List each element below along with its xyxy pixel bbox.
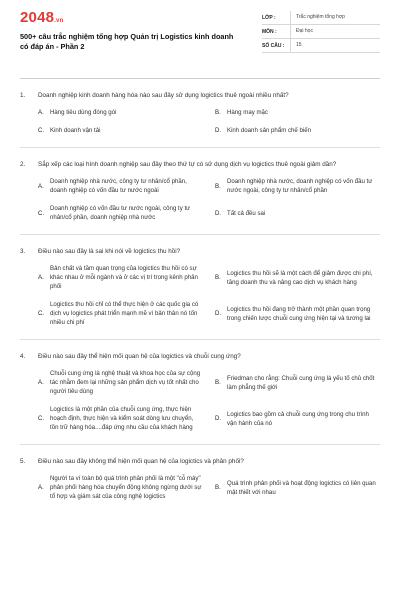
- question-item: [20, 91, 380, 148]
- meta-value: Trắc nghiệm tổng hợp: [290, 11, 380, 24]
- option-a[interactable]: [38, 264, 203, 291]
- option-letter: B.: [215, 484, 221, 491]
- option-text: Logictics bao gồm cả chuỗi cung ứng trong chu trình vận hành của nó: [227, 410, 369, 427]
- option-letter: D.: [215, 127, 222, 134]
- option-text: Doanh nghiệp nhà nước, doanh nghiệp có vốn đầu tư nước ngoài, công ty tư nhân/cổ phần: [227, 178, 373, 194]
- question-text: Sắp xếp các loại hình doanh nghiệp sau đây theo thứ tự có sử dụng dịch vụ logictics thuê ngoài giảm dần?: [38, 161, 337, 168]
- options-grid: [20, 474, 380, 501]
- option-text: Người ta ví toàn bộ quá trình phân phối là một "cỗ máy" phân phối hàng hóa chuyển động không ngừng dưới sự tổ hợp và giám sát của công nghệ logictics: [50, 475, 202, 500]
- document-header: [20, 10, 380, 68]
- option-text: Logictics là một phần của chuỗi cung ứng, thực hiện hoạch định, thực hiện và kiểm soát dòng lưu chuyển, tồn trữ hàng hóa....đáp ứng nhu cầu của khách hàng: [50, 406, 194, 431]
- options-grid: [20, 177, 380, 222]
- option-b[interactable]: [215, 264, 380, 291]
- header-divider: [20, 78, 380, 79]
- option-text: Friedman cho rằng: Chuỗi cung ứng là yếu tố chủ chốt làm phẳng thế giới: [227, 374, 375, 391]
- option-text: Kinh doanh vận tải: [50, 127, 101, 134]
- question-number: 1.: [20, 92, 26, 99]
- question-divider: [20, 339, 380, 340]
- option-letter: D.: [215, 415, 222, 422]
- option-letter: D.: [215, 209, 222, 217]
- meta-value: 15: [290, 39, 380, 52]
- question-number: 2.: [20, 161, 26, 168]
- option-letter: B.: [215, 379, 221, 386]
- question-divider: [20, 444, 380, 445]
- meta-table: [262, 11, 380, 53]
- option-c[interactable]: [38, 126, 203, 135]
- option-letter: B.: [215, 109, 221, 116]
- option-text: Chuỗi cung ứng là nghệ thuật và khoa học của sự cộng tác nhằm đem lại những sản phẩm dịch vụ tốt nhất cho người tiêu dùng: [50, 370, 201, 395]
- question-number: 5.: [20, 458, 26, 465]
- site-logo[interactable]: [20, 10, 240, 29]
- question-text: Điều nào sau đây là sai khi nói về logictics thu hồi?: [38, 248, 181, 255]
- option-text: Logictics thu hồi đang trở thành một phần quan trọng trong chiến lược chuỗi cung ứng hiện tại và tương lai: [227, 305, 371, 322]
- option-text: Logictics thu hồi sẽ là một cách để giảm được chi phí, tăng doanh thu và nâng cao dịch vụ khách hàng: [227, 269, 373, 286]
- option-letter: C.: [38, 209, 45, 217]
- option-d[interactable]: [215, 405, 380, 432]
- option-a[interactable]: [38, 474, 203, 501]
- logo-suffix: .vn: [54, 18, 64, 24]
- meta-row-subject: [262, 25, 380, 39]
- question-divider: [20, 147, 380, 148]
- option-text: Doanh nghiệp có vốn đầu tư nước ngoài, công ty tư nhân/cổ phần, doanh nghiệp nhà nước: [50, 205, 191, 221]
- option-text: Quá trình phân phối và hoạt động logictics có liên quan mật thiết với nhau: [227, 479, 376, 496]
- option-c[interactable]: [38, 405, 203, 432]
- option-text: Logictics thu hồi chỉ có thể thực hiện ở các quốc gia có dịch vụ logictics phát triển mạnh mẽ vì bản thân nó tốn nhiều chi phí: [50, 301, 199, 326]
- meta-key: MÔN :: [262, 28, 277, 35]
- option-text: Tất cả đều sai: [227, 209, 266, 217]
- options-grid: [20, 108, 380, 135]
- option-b[interactable]: [215, 369, 380, 396]
- option-letter: A.: [38, 484, 44, 491]
- option-text: Kinh doanh sản phẩm chế biến: [227, 127, 312, 134]
- options-grid: [20, 264, 380, 327]
- option-a[interactable]: [38, 177, 203, 195]
- option-letter: A.: [38, 109, 44, 116]
- page-title: 500+ câu trắc nghiệm tổng hợp Quản trị Logistics kinh doanh có đáp án - Phần 2: [20, 32, 234, 51]
- option-c[interactable]: [38, 300, 203, 327]
- option-d[interactable]: [215, 300, 380, 327]
- option-letter: A.: [38, 379, 44, 386]
- question-text: Doanh nghiệp kinh doanh hàng hóa nào sau đây sử dụng logictics thuê ngoài nhiều nhất?: [38, 92, 289, 99]
- question-text: Điều nào sau đây thể hiện mối quan hệ của logictics và chuỗi cung ứng?: [38, 353, 241, 360]
- option-text: Doanh nghiệp nhà nước, công ty tư nhân/cổ phần, doanh nghiệp có vốn đầu tư nước ngoài: [50, 178, 187, 194]
- option-letter: A.: [38, 274, 44, 281]
- question-item: [20, 160, 380, 235]
- option-letter: B.: [215, 182, 221, 190]
- option-b[interactable]: [215, 474, 380, 501]
- option-a[interactable]: [38, 369, 203, 396]
- meta-value: Đại học: [290, 25, 380, 38]
- option-d[interactable]: [215, 126, 380, 135]
- option-letter: B.: [215, 274, 221, 281]
- question-number: 4.: [20, 353, 26, 360]
- option-letter: D.: [215, 310, 222, 317]
- question-text: Điều nào sau đây không thể hiện mối quan hệ của logictics và phân phối?: [38, 458, 244, 465]
- question-divider: [20, 234, 380, 235]
- option-c[interactable]: [38, 204, 203, 222]
- option-b[interactable]: [215, 177, 380, 195]
- option-letter: A.: [38, 182, 44, 190]
- meta-key: SỐ CÂU :: [262, 42, 285, 49]
- option-text: Bản chất và tầm quan trọng của logictics thu hồi có sự khác nhau ở mỗi ngành và ở các vị trí trong kênh phân phối: [50, 265, 198, 290]
- option-a[interactable]: [38, 108, 203, 117]
- question-item: [20, 247, 380, 340]
- option-letter: C.: [38, 310, 45, 317]
- option-text: Hàng may mặc: [227, 109, 268, 116]
- meta-row-class: [262, 11, 380, 25]
- question-number: 3.: [20, 248, 26, 255]
- question-item: [20, 352, 380, 445]
- logo-main: 2048: [20, 9, 55, 26]
- option-d[interactable]: [215, 204, 380, 222]
- question-item: [20, 457, 380, 501]
- option-text: Hàng tiêu dùng đóng gói: [50, 109, 117, 116]
- option-letter: C.: [38, 415, 45, 422]
- meta-row-count: [262, 39, 380, 53]
- option-b[interactable]: [215, 108, 380, 117]
- options-grid: [20, 369, 380, 432]
- meta-key: LỚP :: [262, 14, 276, 21]
- brand-block: [20, 10, 240, 52]
- option-letter: C.: [38, 127, 45, 134]
